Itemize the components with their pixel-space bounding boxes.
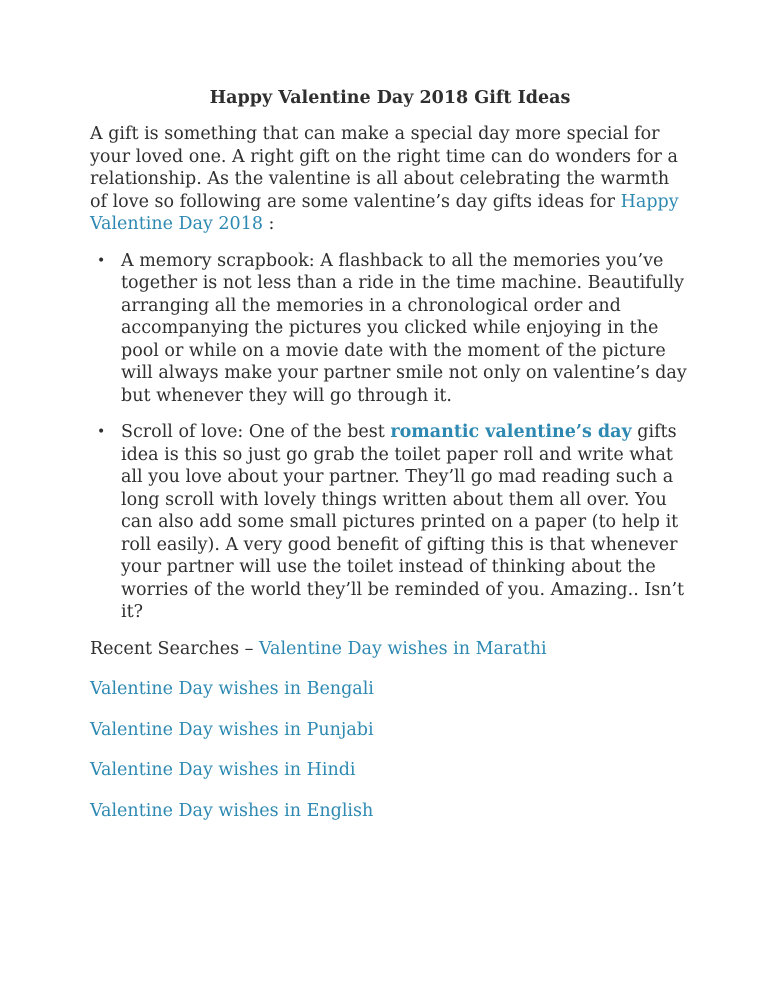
hindi-wishes-link[interactable]: Valentine Day wishes in Hindi	[90, 760, 356, 780]
english-wishes-link[interactable]: Valentine Day wishes in English	[90, 800, 374, 821]
list-item-prefix: Scroll of love: One of the best	[121, 422, 385, 442]
intro-text: A gift is something that can make a special day more special for your loved one. A right gift on the right time can do wonders for a relationship. As the valentine is all about celebrating the warmth of love so following are some valentine’s day gifts ideas for	[90, 124, 678, 212]
happy-valentine-link[interactable]: Happy Valentine Day 2018	[90, 191, 679, 234]
list-item	[90, 421, 690, 624]
recent-searches-label: Recent Searches –	[90, 638, 254, 659]
punjabi-wishes-link[interactable]: Valentine Day wishes in Punjabi	[90, 719, 374, 740]
bengali-wishes-link[interactable]: Valentine Day wishes in Bengali	[90, 679, 374, 699]
intro-suffix: :	[268, 214, 275, 234]
list-item-text: gifts idea is this so just go grab the toilet paper roll and write what all you love about your partner. They’ll go mad reading such a long scroll with lovely things written about them all over. You can also add some small pictures printed on a paper (to help it roll easily). A very good benefit of gifting this is that whenever your partner will use the toilet instead of thinking about the worries of the world they’ll be reminded of you. Amazing.. Isn’t it?	[121, 422, 685, 622]
romantic-valentines-day-link[interactable]: romantic valentine’s day	[390, 422, 632, 442]
marathi-wishes-link[interactable]: Valentine Day wishes in Marathi	[259, 638, 547, 659]
document-page	[90, 86, 690, 840]
bullet-icon: •	[97, 252, 106, 269]
intro-paragraph	[90, 123, 690, 236]
gift-list	[90, 250, 690, 624]
bullet-icon: •	[97, 424, 106, 440]
recent-searches	[90, 638, 690, 661]
list-item	[90, 250, 690, 408]
page-title: Happy Valentine Day 2018 Gift Ideas	[209, 88, 571, 108]
list-item-text: A memory scrapbook: A flashback to all the memories you’ve together is not less than a ride in the time machine. Beautifully arranging all the memories in a chronological order and accompanying the pictures you clicked while enjoying in the pool or while on a movie date with the moment of the picture will always make your partner smile not only on valentine’s day but whenever they will go through it.	[121, 250, 687, 406]
